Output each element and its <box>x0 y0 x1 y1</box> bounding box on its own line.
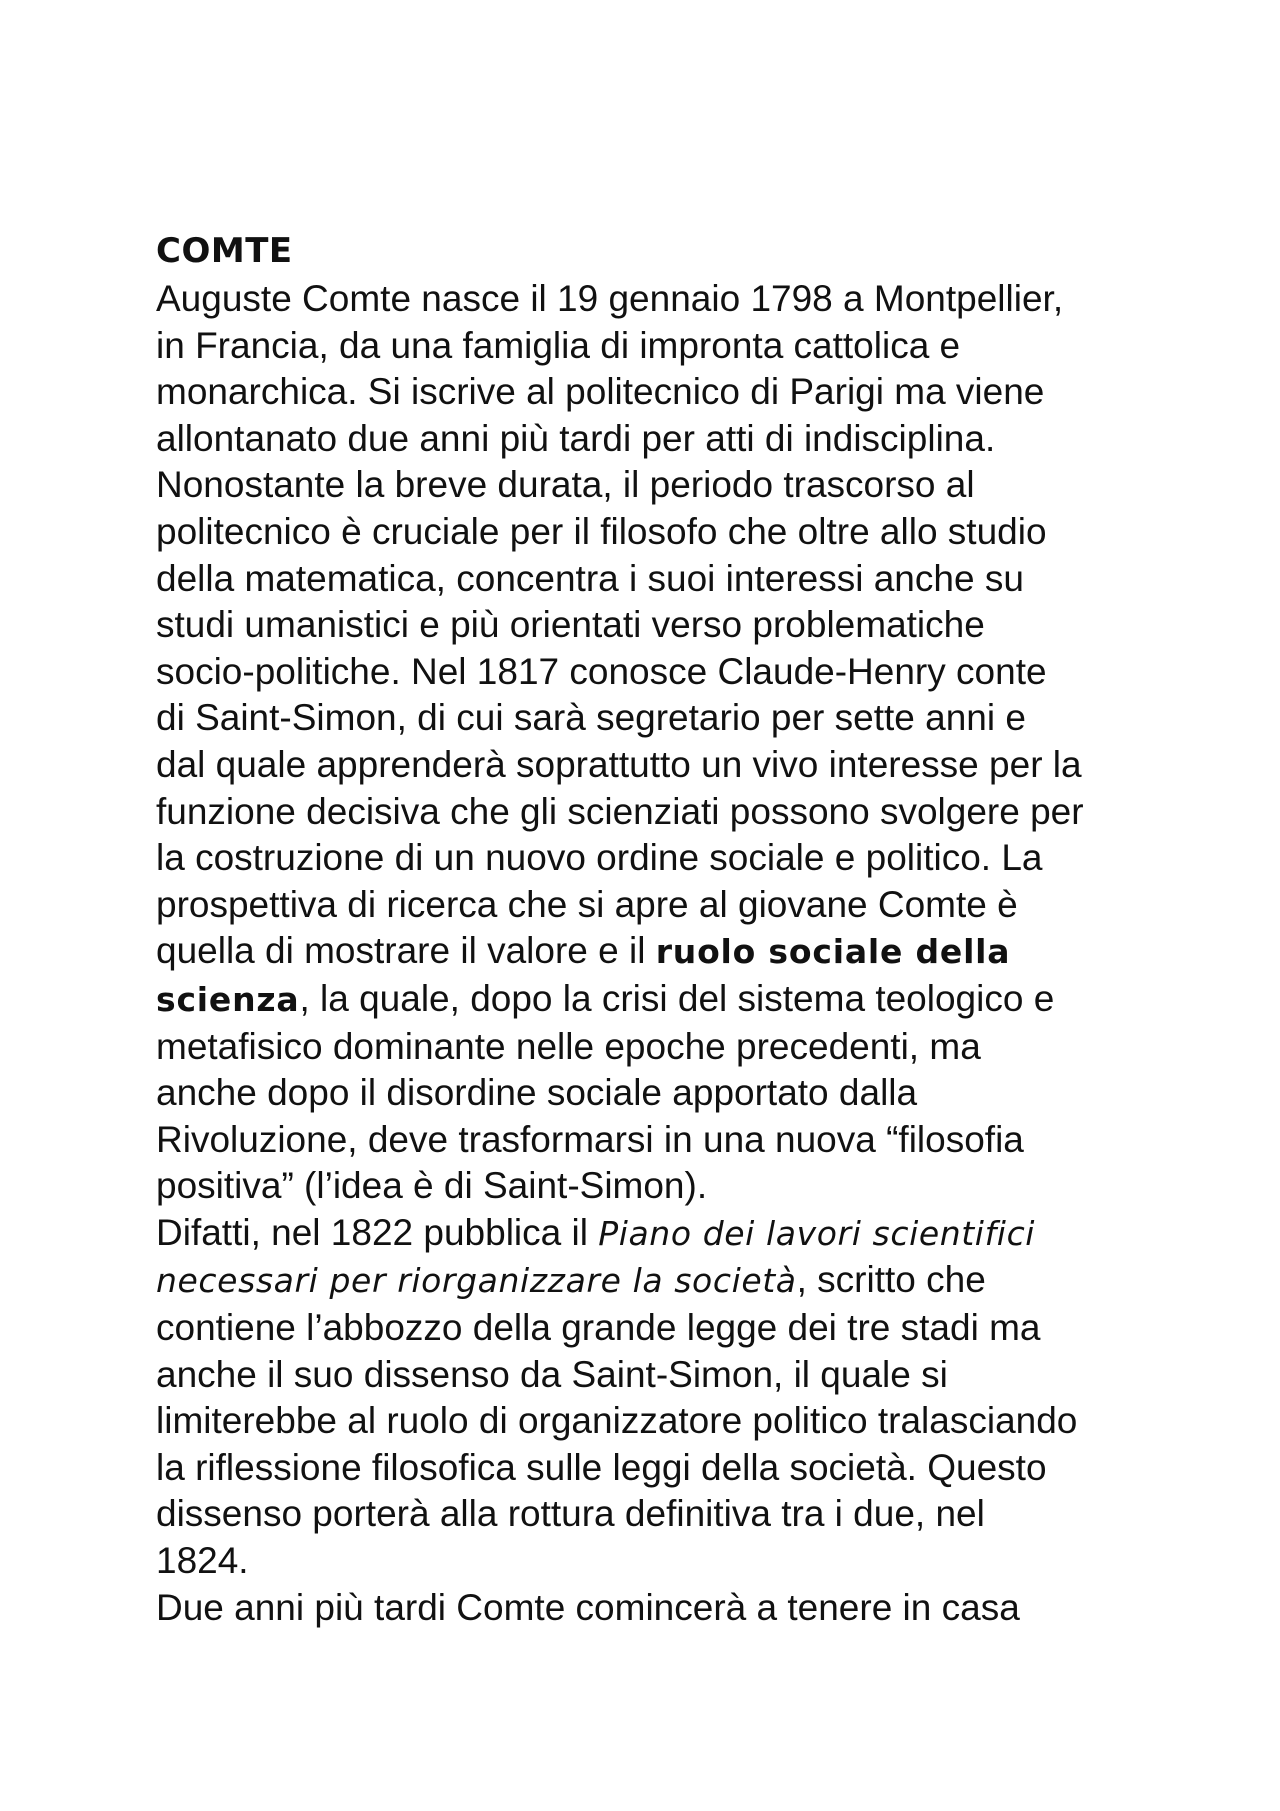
text-line: contiene l’abbozzo della grande legge dei tre stadi ma <box>156 1307 1041 1349</box>
text-line: limiterebbe al ruolo di organizzatore politico tralasciando <box>156 1400 1078 1442</box>
text-line: Nonostante la breve durata, il periodo trascorso al <box>156 464 975 506</box>
text-run: Difatti, nel 1822 pubblica il <box>156 1211 599 1253</box>
text-line: la riflessione filosofica sulle leggi della società. Questo <box>156 1446 1047 1488</box>
text-line <box>156 976 1156 1024</box>
text-run: , scritto che <box>796 1259 986 1301</box>
text-line: della matematica, concentra i suoi interessi anche su <box>156 557 1024 599</box>
text-line <box>156 928 1156 976</box>
text-line: dal quale apprenderà soprattutto un vivo interesse per la <box>156 743 1082 785</box>
text-line: positiva” (l’idea è di Saint-Simon). <box>156 1165 708 1207</box>
paragraph-publication <box>156 1210 1156 1585</box>
text-line: allontanato due anni più tardi per atti di indisciplina. <box>156 417 996 459</box>
text-line <box>156 1210 1156 1258</box>
text-line: di Saint-Simon, di cui sarà segretario per sette anni e <box>156 697 1026 739</box>
italic-book-title: Piano dei lavori scientifici <box>598 1213 1036 1253</box>
italic-book-title: necessari per riorganizzare la società <box>156 1261 797 1301</box>
text-line: anche dopo il disordine sociale apportato dalla <box>156 1072 918 1114</box>
text-line: metafisico dominante nelle epoche precedenti, ma <box>156 1025 981 1067</box>
document-title: COMTE <box>156 231 293 271</box>
text-line: anche il suo dissenso da Saint-Simon, il quale si <box>156 1353 948 1395</box>
paragraph-biography <box>156 276 1156 1210</box>
text-line <box>156 1257 1156 1305</box>
text-run: , la quale, dopo la crisi del sistema teologico e <box>299 977 1055 1019</box>
text-line: politecnico è cruciale per il filosofo che oltre allo studio <box>156 510 1047 552</box>
text-line: in Francia, da una famiglia di impronta cattolica e <box>156 324 961 366</box>
bold-emphasis: scienza <box>156 979 300 1019</box>
text-line: Rivoluzione, deve trasformarsi in una nuova “filosofia <box>156 1118 1024 1160</box>
text-line: la costruzione di un nuovo ordine sociale e politico. La <box>156 837 1043 879</box>
document-page <box>156 226 1156 1631</box>
text-line: Auguste Comte nasce il 19 gennaio 1798 a Montpellier, <box>156 278 1064 319</box>
text-line: funzione decisiva che gli scienziati possono svolgere per <box>156 790 1084 832</box>
text-line: Due anni più tardi Comte comincerà a tenere in casa <box>156 1586 1020 1628</box>
text-run: quella di mostrare il valore e il <box>156 930 656 972</box>
bold-emphasis: ruolo sociale della <box>655 932 1011 972</box>
text-line: monarchica. Si iscrive al politecnico di Parigi ma viene <box>156 371 1045 413</box>
text-line: dissenso porterà alla rottura definitiva tra i due, nel <box>156 1493 985 1535</box>
text-line: socio-politiche. Nel 1817 conosce Claude-Henry conte <box>156 650 1047 692</box>
text-line: 1824. <box>156 1540 249 1582</box>
text-line: prospettiva di ricerca che si apre al giovane Comte è <box>156 883 1018 925</box>
paragraph-later-years <box>156 1585 1156 1632</box>
text-line: studi umanistici e più orientati verso problematiche <box>156 604 985 646</box>
